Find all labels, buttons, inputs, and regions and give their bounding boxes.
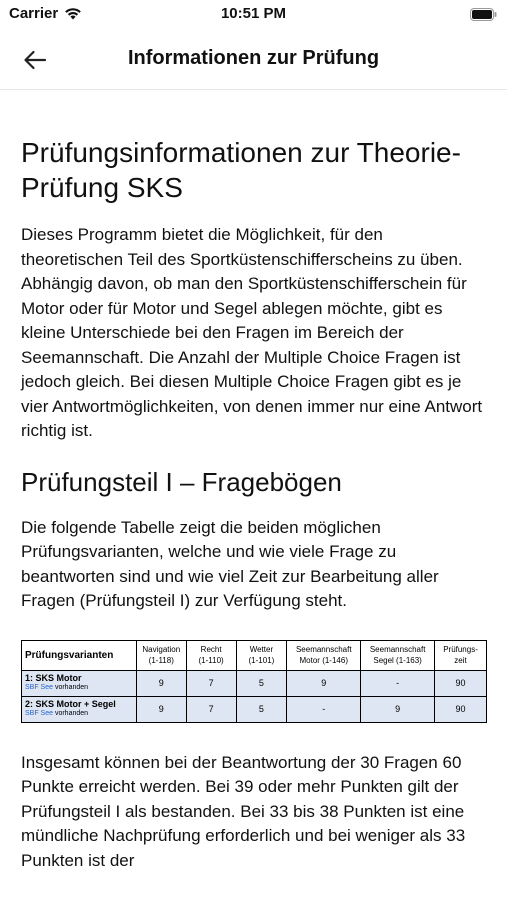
table-cell: 5 <box>236 696 287 722</box>
intro-paragraph: Dieses Programm bietet die Möglichkeit, für den theoretischen Teil des Sportküstenschifferscheins zu üben. Abhängig davon, ob man den Sportküstenschifferschein für Motor oder für Motor und Segel ablegen möchte, gibt es kleine Unterschiede bei den Fragen im Bereich der Seemannschaft. Die Anzahl der Multiple Choice Fragen ist jedoch gleich. Bei diesen Multiple Choice Fragen gibt es je vier Antwortmöglichkeiten, von denen immer nur eine Antwort richtig ist. <box>21 225 483 440</box>
table-header-cell: Seemannschaft Segel (1-163) <box>361 640 435 670</box>
sbf-see-link: SBF See <box>25 684 54 691</box>
table-header-cell: Prüfungs- zeit <box>435 640 487 670</box>
sbf-see-link: SBF See <box>25 710 54 717</box>
table-header-cell: Navigation (1-118) <box>136 640 186 670</box>
table-cell: 5 <box>236 670 287 696</box>
table-cell: 7 <box>186 696 236 722</box>
table-cell: 9 <box>287 670 361 696</box>
exam-variants-table <box>21 640 487 723</box>
battery-icon <box>470 8 497 21</box>
variant-cell: 1: SKS Motor SBF See vorhanden <box>22 670 137 696</box>
navigation-bar <box>0 30 507 90</box>
table-cell: - <box>361 670 435 696</box>
table-cell: 9 <box>136 696 186 722</box>
content-scroll[interactable] <box>21 135 489 873</box>
table-header-cell: Recht (1-110) <box>186 640 236 670</box>
page-title: Prüfungsinformationen zur Theorie-Prüfung SKS <box>21 137 461 203</box>
table-cell: 9 <box>361 696 435 722</box>
section-part1-result-paragraph: Insgesamt können bei der Beantwortung der 30 Fragen 60 Punkte erreicht werden. Bei 39 oder mehr Punkten gilt der Prüfungsteil I als bestanden. Bei 33 bis 38 Punkten ist eine mündliche Nachprüfung erforderlich und bei weniger als 33 Punkten ist der <box>21 752 466 870</box>
carrier-label: Carrier <box>9 5 59 22</box>
table-cell: - <box>287 696 361 722</box>
table-cell: 90 <box>435 670 487 696</box>
section-part1-paragraph: Die folgende Tabelle zeigt die beiden möglichen Prüfungsvarianten, welche und wie viele Frage zu beantworten sind und wie viel Zeit zur Bearbeitung aller Fragen (Prüfungsteil I) zur Verfügung steht. <box>21 517 439 610</box>
table-header-cell: Seemannschaft Motor (1-146) <box>287 640 361 670</box>
table-header-cell: Wetter (1-101) <box>236 640 287 670</box>
status-bar <box>0 0 507 30</box>
table-header-row <box>22 640 487 670</box>
table-header-variant: Prüfungsvarianten <box>22 640 137 670</box>
table-cell: 9 <box>136 670 186 696</box>
section-title-part1: Prüfungsteil I – Fragebögen <box>21 466 342 497</box>
table-cell: 90 <box>435 696 487 722</box>
table-cell: 7 <box>186 670 236 696</box>
status-time: 10:51 PM <box>220 5 287 22</box>
nav-title: Informationen zur Prüfung <box>127 47 380 69</box>
table-row <box>22 670 487 696</box>
variant-cell: 2: SKS Motor + Segel SBF See vorhanden <box>22 696 137 722</box>
table-row <box>22 696 487 722</box>
